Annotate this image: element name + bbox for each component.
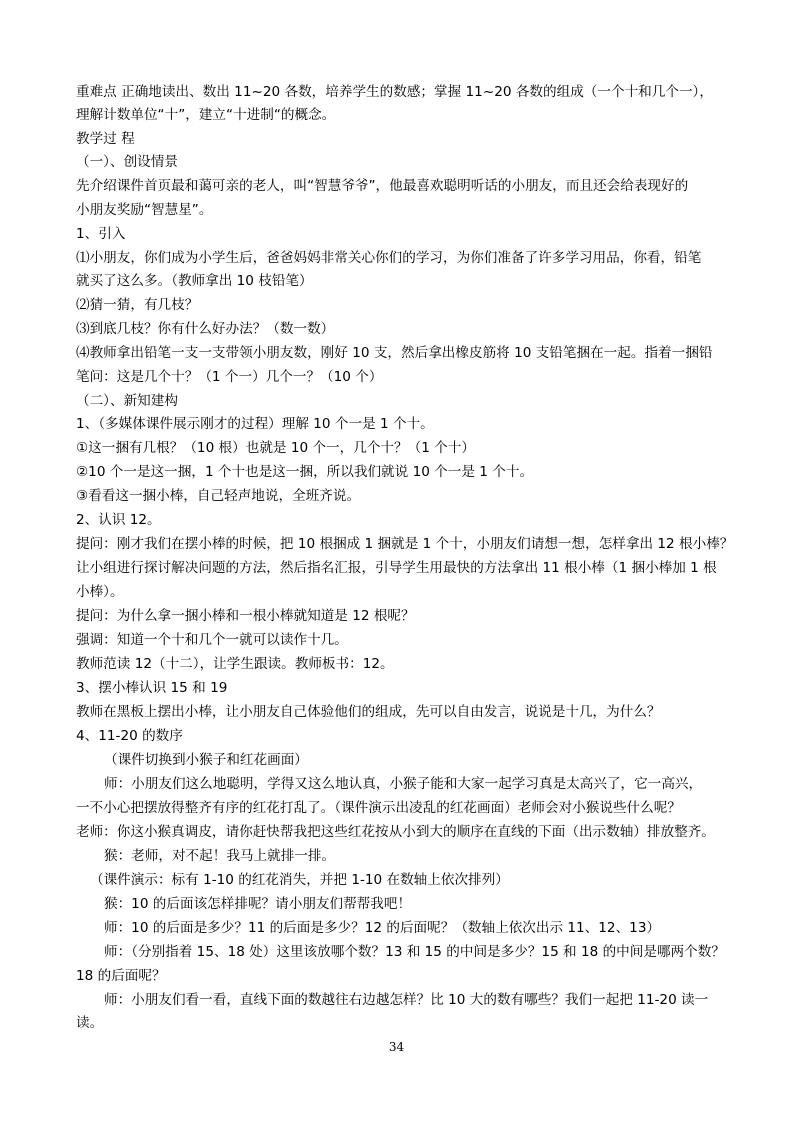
text-line-4: （一）、创设情景 — [76, 154, 178, 170]
text-line-13: 笔问：这是几个十？（1 个一）几个一？（10 个） — [76, 369, 383, 385]
text-line-10: ⑵猜一猜，有几枝？ — [76, 297, 199, 313]
text-line-34: （课件演示：标有 1-10 的红花消失，并把 1-10 在数轴上依次排列） — [90, 872, 509, 888]
text-line-32: 老师：你这小猴真调皮，请你赶快帮我把这些红花按从小到大的顺序在直线的下面（出示数轴）排放整齐。 — [76, 824, 715, 840]
text-line-29: （课件切换到小猴子和红花画面） — [104, 752, 308, 768]
text-line-11: ⑶到底几枝？你有什么好办法？（数一数） — [76, 321, 335, 337]
text-line-15: 1、（多媒体课件展示刚才的过程）理解 10 个一是 1 个十。 — [76, 416, 434, 432]
text-line-2: 理解计数单位“十”，建立“十进制“的概念。 — [76, 107, 336, 123]
text-line-37: 师：（分别指着 15、18 处）这里该放哪个数？13 和 15 的中间是多少？15 和 18 的中间是哪两个数？ — [104, 944, 725, 960]
text-line-30: 师：小朋友们这么地聪明，学得又这么地认真，小猴子能和大家一起学习真是太高兴了，它一高兴， — [104, 776, 703, 792]
text-line-18: ③看看这一捆小棒，自己轻声地说，全班齐说。 — [76, 488, 361, 504]
text-line-12: ⑷教师拿出铅笔一支一支带领小朋友数，刚好 10 支，然后拿出橡皮筋将 10 支铅笔捆在一起。指着一捆铅 — [76, 345, 713, 361]
text-line-6: 小朋友奖励“智慧星”。 — [76, 202, 213, 218]
text-line-5: 先介绍课件首页最和蔼可亲的老人，叫“智慧爷爷”，他最喜欢聪明听话的小朋友，而且还会给表现好的 — [76, 178, 689, 194]
text-line-23: 提问：为什么拿一捆小棒和一根小棒就知道是 12 根呢？ — [76, 608, 415, 624]
text-line-31: 一不小心把摆放得整齐有序的红花打乱了。（课件演示出凌乱的红花画面）老师会对小猴说些什么呢？ — [76, 800, 681, 816]
text-line-22: 小棒）。 — [76, 584, 124, 600]
text-line-17: ②10 个一是这一捆，1 个十也是这一捆，所以我们就说 10 个一是 1 个十。 — [76, 464, 534, 480]
text-line-19: 2、认识 12。 — [76, 512, 161, 528]
text-line-16: ①这一捆有几根？（10 根）也就是 10 个一，几个十？（1 个十） — [76, 440, 475, 456]
text-line-8: ⑴小朋友，你们成为小学生后，爸爸妈妈非常关心你们的学习，为你们准备了许多学习用品，你看，铅笔 — [76, 250, 702, 266]
text-line-36: 师：10 的后面是多少？11 的后面是多少？12 的后面呢？（数轴上依次出示 11、12、13） — [104, 920, 661, 936]
text-line-38: 18 的后面呢？ — [76, 968, 166, 984]
text-line-9: 就买了这么多。（教师拿出 10 枝铅笔） — [76, 273, 313, 289]
page-number: 34 — [388, 1040, 405, 1054]
text-line-40: 读。 — [76, 1015, 104, 1031]
text-line-14: （二）、新知建构 — [76, 393, 178, 409]
text-line-24: 强调：知道一个十和几个一就可以读作十几。 — [76, 632, 348, 648]
text-line-1: 重难点 正确地读出、数出 11~20 各数，培养学生的数感；掌握 11~20 各数的组成（一个十和几个一）， — [76, 84, 713, 100]
text-line-35: 猴：10 的后面该怎样排呢？请小朋友们帮帮我吧！ — [104, 896, 412, 912]
text-line-28: 4、11-20 的数序 — [76, 728, 183, 744]
text-line-21: 让小组进行探讨解决问题的方法，然后指名汇报，引导学生用最快的方法拿出 11 根小棒（1 捆小棒加 1 根 — [76, 560, 717, 576]
text-line-25: 教师范读 12（十二），让学生跟读。教师板书：12。 — [76, 656, 394, 672]
text-line-27: 教师在黑板上摆出小棒，让小朋友自己体验他们的组成，先可以自由发言，说说是十几，为什么？ — [76, 704, 661, 720]
text-line-20: 提问：刚才我们在摆小棒的时候，把 10 根捆成 1 捆就是 1 个十，小朋友们请想一想，怎样拿出 12 根小棒？ — [76, 536, 734, 552]
text-line-7: 1、引入 — [76, 226, 126, 242]
text-line-26: 3、摆小棒认识 15 和 19 — [76, 680, 228, 696]
text-line-33: 猴：老师，对不起！我马上就排一排。 — [104, 848, 336, 864]
text-line-3: 教学过 程 — [76, 131, 135, 147]
text-line-39: 师：小朋友们看一看，直线下面的数越往右边越怎样？比 10 大的数有哪些？我们一起把 11-20 读一 — [104, 992, 709, 1008]
